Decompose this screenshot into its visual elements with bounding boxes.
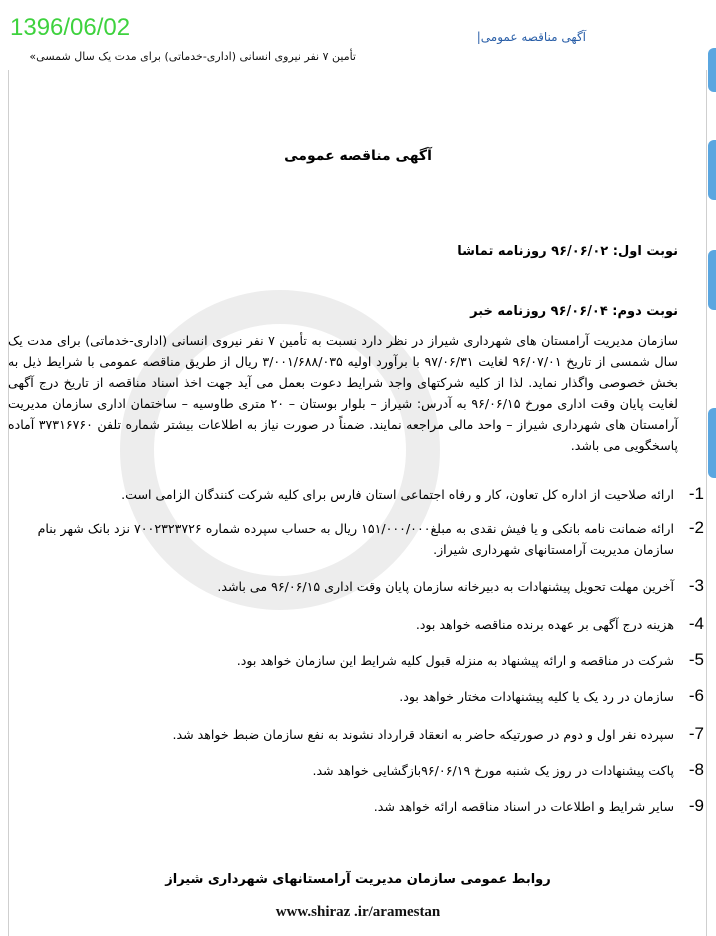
list-item: [8, 650, 704, 671]
second-publication: نوبت دوم: ۹۶/۰۶/۰۴ روزنامه خبر: [470, 304, 678, 319]
list-item: [8, 724, 704, 745]
side-tab[interactable]: [708, 250, 716, 310]
list-item: [8, 484, 704, 505]
item-number: 9-: [688, 796, 704, 815]
item-text: پاکت پیشنهادات در روز یک شنبه مورخ ۹۶/۰۶/۱۹بازگشایی خواهد شد.: [312, 763, 674, 778]
item-text: سپرده نفر اول و دوم در صورتیکه حاضر به انعقاد قرارداد نشوند به نفع سازمان ضبط خواهد شد.: [172, 727, 674, 742]
item-text: آخرین مهلت تحویل پیشنهادات به دبیرخانه سازمان پایان وقت اداری ۹۶/۰۶/۱۵ می باشد.: [217, 579, 674, 594]
item-text: ارائه ضمانت نامه بانکی و یا فیش نقدی به مبلغ۱۵۱/۰۰۰/۰۰۰ ریال به حساب سپرده شماره ۷۰۰۲۳۲۳۷۲۶ نزد بانک شهر بنام سازمان مدیریت آرامستانهای شهرداری شیراز.: [37, 521, 674, 557]
list-item: [8, 614, 704, 635]
list-item: [8, 796, 704, 817]
publication-date: 1396/06/02: [10, 14, 131, 41]
notice-title: آگهی مناقصه عمومی: [284, 148, 432, 164]
public-relations-signature: روابط عمومی سازمان مدیریت آرامستانهای شهرداری شیراز: [165, 872, 551, 887]
item-number: 4-: [688, 614, 704, 633]
side-tab[interactable]: [708, 48, 716, 92]
item-text: شرکت در مناقصه و ارائه پیشنهاد به منزله قبول کلیه شرایط این سازمان خواهد بود.: [236, 653, 674, 668]
notice-body: سازمان مدیریت آرامستان های شهرداری شیراز در نظر دارد نسبت به تأمین ۷ نفر نیروی انسانی (اداری-خدماتی) برای مدت یک سال شمسی از تاریخ ۹۶/۰۷/۰۱ لغایت ۹۷/۰۶/۳۱ با برآورد اولیه ۳/۰۰۱/۶۸۸/۰۳۵ ریال از طریق مناقصه عمومی با شرایط ذیل به بخش خصوصی واگذار نماید. لذا از کلیه شرکتهای واجد شرایط دعوت بعمل می آید جهت اخذ اسناد مناقصه از تاریخ درج آگهی لغایت پایان وقت اداری مورخ ۹۶/۰۶/۱۵ به آدرس: شیراز – بلوار بوستان – ۲۰ متری طاوسیه – ساختمان اداری سازمان مدیریت آرامستان های شهرداری شیراز – واحد مالی مراجعه نمایند. ضمناً در صورت نیاز به اطلاعات بیشتر شماره تلفن ۳۷۳۱۶۷۶۰ آماده پاسخگویی می باشد.: [8, 333, 679, 453]
item-number: 7-: [688, 724, 704, 743]
item-number: 6-: [688, 686, 704, 705]
first-publication: نوبت اول: ۹۶/۰۶/۰۲ روزنامه تماشا: [457, 244, 678, 259]
item-number: 1-: [688, 484, 704, 503]
item-text: سایر شرایط و اطلاعات در اسناد مناقصه ارائه خواهد شد.: [373, 799, 674, 814]
list-item: [8, 760, 704, 781]
breadcrumb[interactable]: آگهی مناقصه عمومی|: [476, 30, 586, 44]
notice-subtitle: تأمین ۷ نفر نیروی انسانی (اداری-خدماتی) برای مدت یک سال شمسی»: [29, 50, 356, 63]
item-text: سازمان در رد یک یا کلیه پیشنهادات مختار خواهد بود.: [399, 689, 674, 704]
website-link[interactable]: www.shiraz .ir/aramestan: [275, 904, 441, 920]
item-number: 5-: [688, 650, 704, 669]
item-number: 3-: [688, 576, 704, 595]
item-text: ارائه صلاحیت از اداره کل تعاون، کار و رفاه اجتماعی استان فارس برای کلیه شرکت کنندگان الزامی است.: [121, 487, 674, 502]
item-number: 8-: [688, 760, 704, 779]
item-text: هزینه درج آگهی بر عهده برنده مناقصه خواهد بود.: [415, 617, 674, 632]
list-item: [8, 686, 704, 707]
list-item: [8, 518, 704, 560]
side-tab[interactable]: [708, 408, 716, 478]
list-item: [8, 576, 704, 597]
item-number: 2-: [688, 518, 704, 537]
